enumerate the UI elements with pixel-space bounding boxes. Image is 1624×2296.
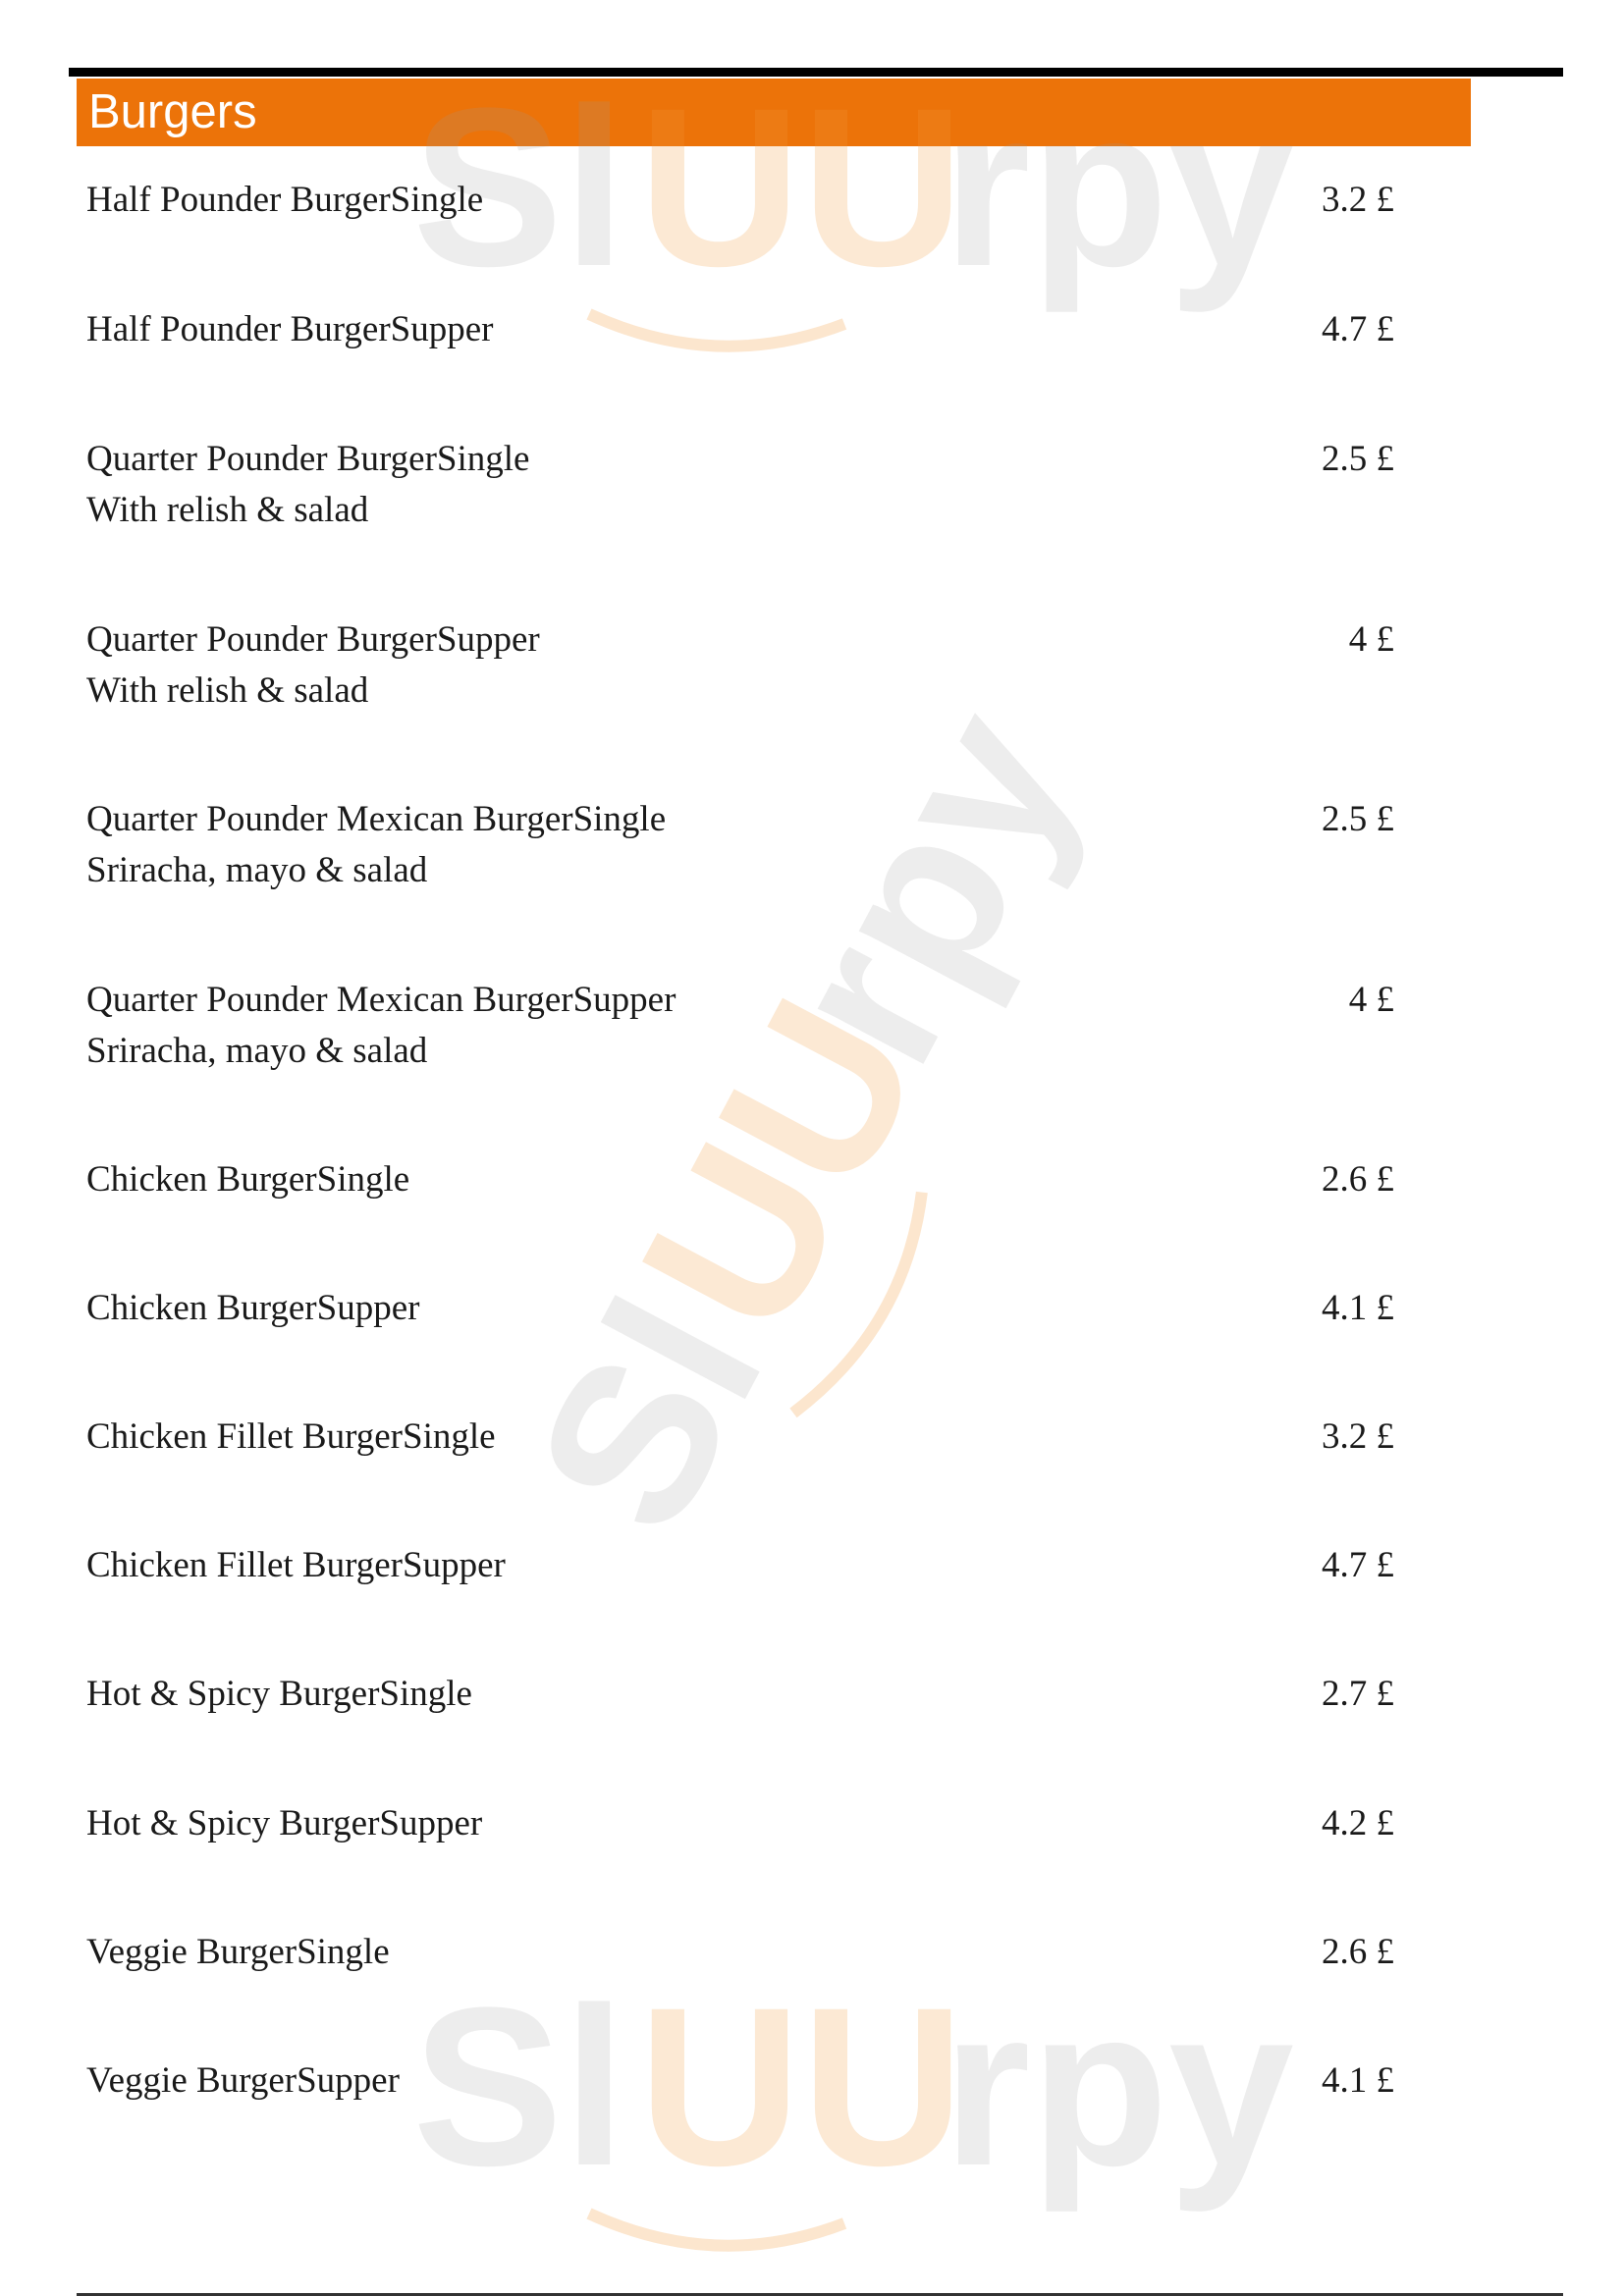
menu-list <box>86 0 1394 2296</box>
menu-item <box>86 1802 1394 1910</box>
item-price: 2.6 £ <box>1322 1159 1394 1200</box>
menu-item <box>86 179 1394 287</box>
menu-item <box>86 438 1394 546</box>
item-name: Veggie BurgerSupper <box>86 2060 400 2101</box>
item-price: 4.1 £ <box>1322 1288 1394 1328</box>
menu-item <box>86 1544 1394 1652</box>
item-price: 4 £ <box>1348 619 1394 660</box>
svg-text:rpy: rpy <box>943 61 1294 313</box>
item-name: Chicken BurgerSupper <box>86 1288 420 1328</box>
svg-text:UU: UU <box>592 962 969 1369</box>
item-price: 4.1 £ <box>1322 2060 1394 2101</box>
item-price: 4.7 £ <box>1322 1545 1394 1585</box>
section-title: Burgers <box>88 85 257 138</box>
svg-text:UU: UU <box>638 1960 965 2213</box>
item-price: 2.6 £ <box>1322 1932 1394 1972</box>
item-name: Quarter Pounder BurgerSingle <box>86 439 530 479</box>
item-name: Chicken Fillet BurgerSupper <box>86 1545 506 1585</box>
item-name: Quarter Pounder BurgerSupper <box>86 619 540 660</box>
item-name: Chicken Fillet BurgerSingle <box>86 1416 496 1457</box>
item-price: 2.5 £ <box>1322 439 1394 479</box>
item-name: Hot & Spicy BurgerSingle <box>86 1674 472 1714</box>
item-description: Sriracha, mayo & salad <box>86 1031 428 1071</box>
menu-item <box>86 1931 1394 2039</box>
item-price: 4.7 £ <box>1322 309 1394 349</box>
item-name: Quarter Pounder Mexican BurgerSupper <box>86 980 677 1020</box>
menu-item <box>86 1673 1394 1781</box>
item-price: 2.7 £ <box>1322 1674 1394 1714</box>
item-description: With relish & salad <box>86 670 369 711</box>
item-name: Chicken BurgerSingle <box>86 1159 410 1200</box>
menu-item <box>86 618 1394 726</box>
menu-item <box>86 1415 1394 1523</box>
item-name: Half Pounder BurgerSingle <box>86 180 484 220</box>
item-price: 2.5 £ <box>1322 799 1394 839</box>
item-price: 3.2 £ <box>1322 180 1394 220</box>
item-name: Half Pounder BurgerSupper <box>86 309 494 349</box>
item-description: With relish & salad <box>86 490 369 530</box>
item-name: Hot & Spicy BurgerSupper <box>86 1803 483 1843</box>
item-name: Quarter Pounder Mexican BurgerSingle <box>86 799 667 839</box>
item-price: 4 £ <box>1348 980 1394 1020</box>
svg-text:Sl: Sl <box>412 61 626 313</box>
svg-text:Sl: Sl <box>412 1960 626 2213</box>
item-description: Sriracha, mayo & salad <box>86 850 428 890</box>
item-price: 4.2 £ <box>1322 1803 1394 1843</box>
svg-text:rpy: rpy <box>943 1960 1294 2213</box>
item-price: 3.2 £ <box>1322 1416 1394 1457</box>
menu-item <box>86 798 1394 906</box>
svg-text:rpy: rpy <box>735 671 1124 1101</box>
menu-item <box>86 308 1394 416</box>
menu-item <box>86 2059 1394 2167</box>
svg-text:UU: UU <box>638 61 965 313</box>
menu-item <box>86 979 1394 1087</box>
menu-item <box>86 1287 1394 1395</box>
menu-item <box>86 1158 1394 1266</box>
item-name: Veggie BurgerSingle <box>86 1932 390 1972</box>
svg-text:Sl: Sl <box>486 1261 810 1569</box>
